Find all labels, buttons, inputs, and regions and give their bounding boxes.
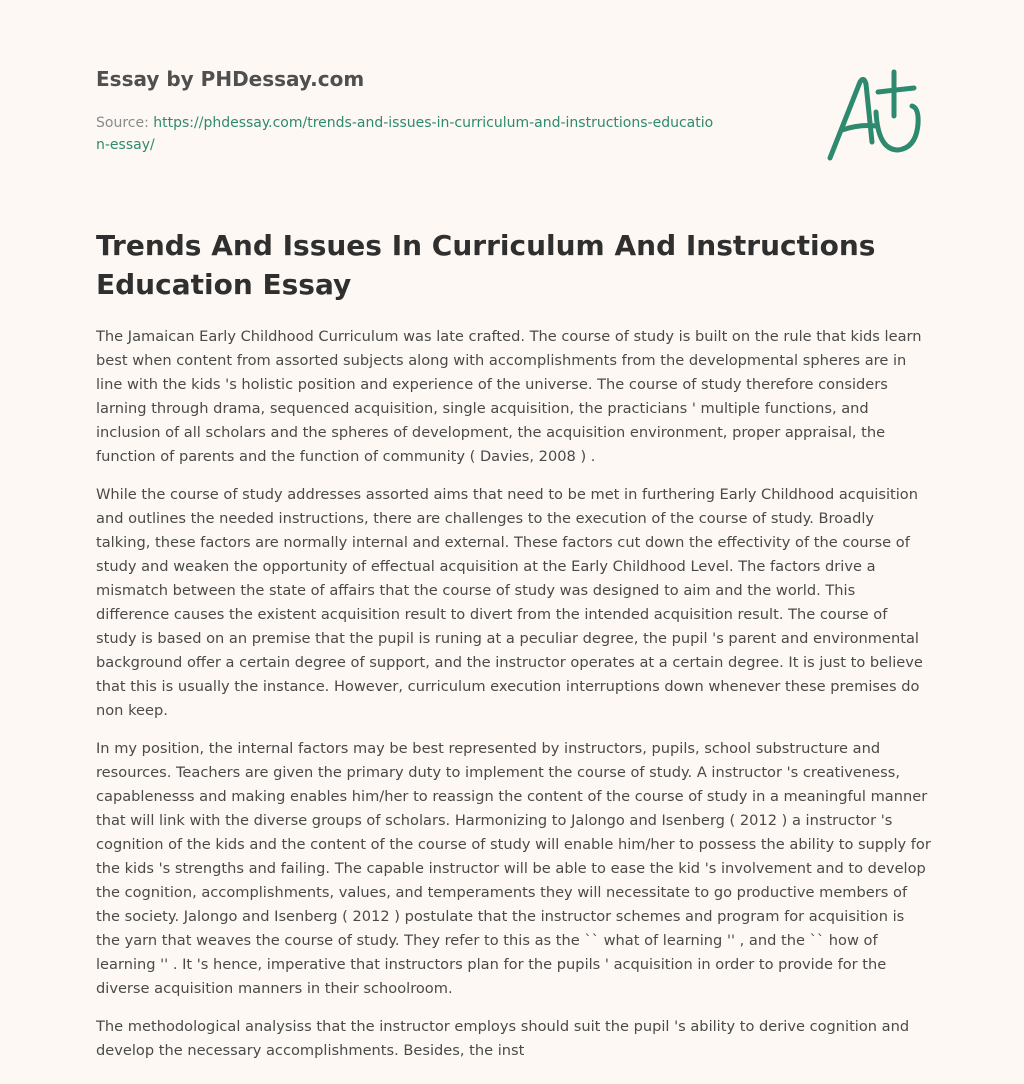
source-label: Source: (96, 115, 149, 131)
essay-paragraph-2: While the course of study addresses assorted aims that need to be met in furthering Early Childhood acquisition and outlines the needed instructions, there are challenges to the execution of the course of study. Broadly talking, these factors are normally internal and external. These factors cut down the effectivity of the course of study and weaken the opportunity of effectual acquisition at the Early Childhood Level. The factors drive a mismatch between the state of affairs that the course of study was designed to aim and the world. This difference causes the existent acquisition result to divert from the intended acquisition result. The course of study is based on an premise that the pupil is runing at a peculiar degree, the pupil 's parent and environmental background offer a certain degree of support, and the instructor operates at a certain degree. It is just to believe that this is usually the instance. However, curriculum execution interruptions down whenever these premises do non keep. (96, 486, 923, 719)
source-line (96, 112, 716, 156)
source-link[interactable]: https://phdessay.com/trends-and-issues-in-curriculum-and-instructions-education-essay/ (96, 115, 714, 153)
site-title: Essay by PHDessay.com (96, 67, 365, 91)
essay-paragraph-4: The methodological analysiss that the instructor employs should suit the pupil 's ability to derive cognition and develop the necessary accomplishments. Besides, the inst (96, 1018, 910, 1059)
essay-paragraph-3: In my position, the internal factors may be best represented by instructors, pupils, school substructure and resources. Teachers are given the primary duty to implement the course of study. A instructor 's creativeness, capablenesss and making enables him/her to reassign the content of the course of study in a meaningful manner that will link with the diverse groups of scholars. Harmonizing to Jalongo and Isenberg ( 2012 ) a instructor 's cognition of the kids and the content of the course of study will enable him/her to possess the ability to supply for the kids 's strengths and failing. The capable instructor will be able to ease the kid 's involvement and to develop the cognition, accomplishments, values, and temperaments they will necessitate to go productive members of the society. Jalongo and Isenberg ( 2012 ) postulate that the instructor schemes and program for acquisition is the yarn that weaves the course of study. They refer to this as the `` what of learning '' , and the `` how of learning '' . It 's hence, imperative that instructors plan for the pupils ' acquisition in order to provide for the diverse acquisition manners in their schoolroom. (96, 740, 931, 997)
essay-paragraph-1: The Jamaican Early Childhood Curriculum was late crafted. The course of study is built on the rule that kids learn best when content from assorted subjects along with accomplishments from the developmental spheres are in line with the kids 's holistic position and experience of the universe. The course of study therefore considers larning through drama, sequenced acquisition, single acquisition, the practicians ' multiple functions, and inclusion of all scholars and the spheres of development, the acquisition environment, proper appraisal, the function of parents and the function of community ( Davies, 2008 ) . (96, 328, 922, 465)
a-plus-logo-icon (820, 68, 930, 168)
essay-body (96, 325, 932, 1077)
essay-title: Trends And Issues In Curriculum And Instructions Education Essay (96, 229, 876, 301)
